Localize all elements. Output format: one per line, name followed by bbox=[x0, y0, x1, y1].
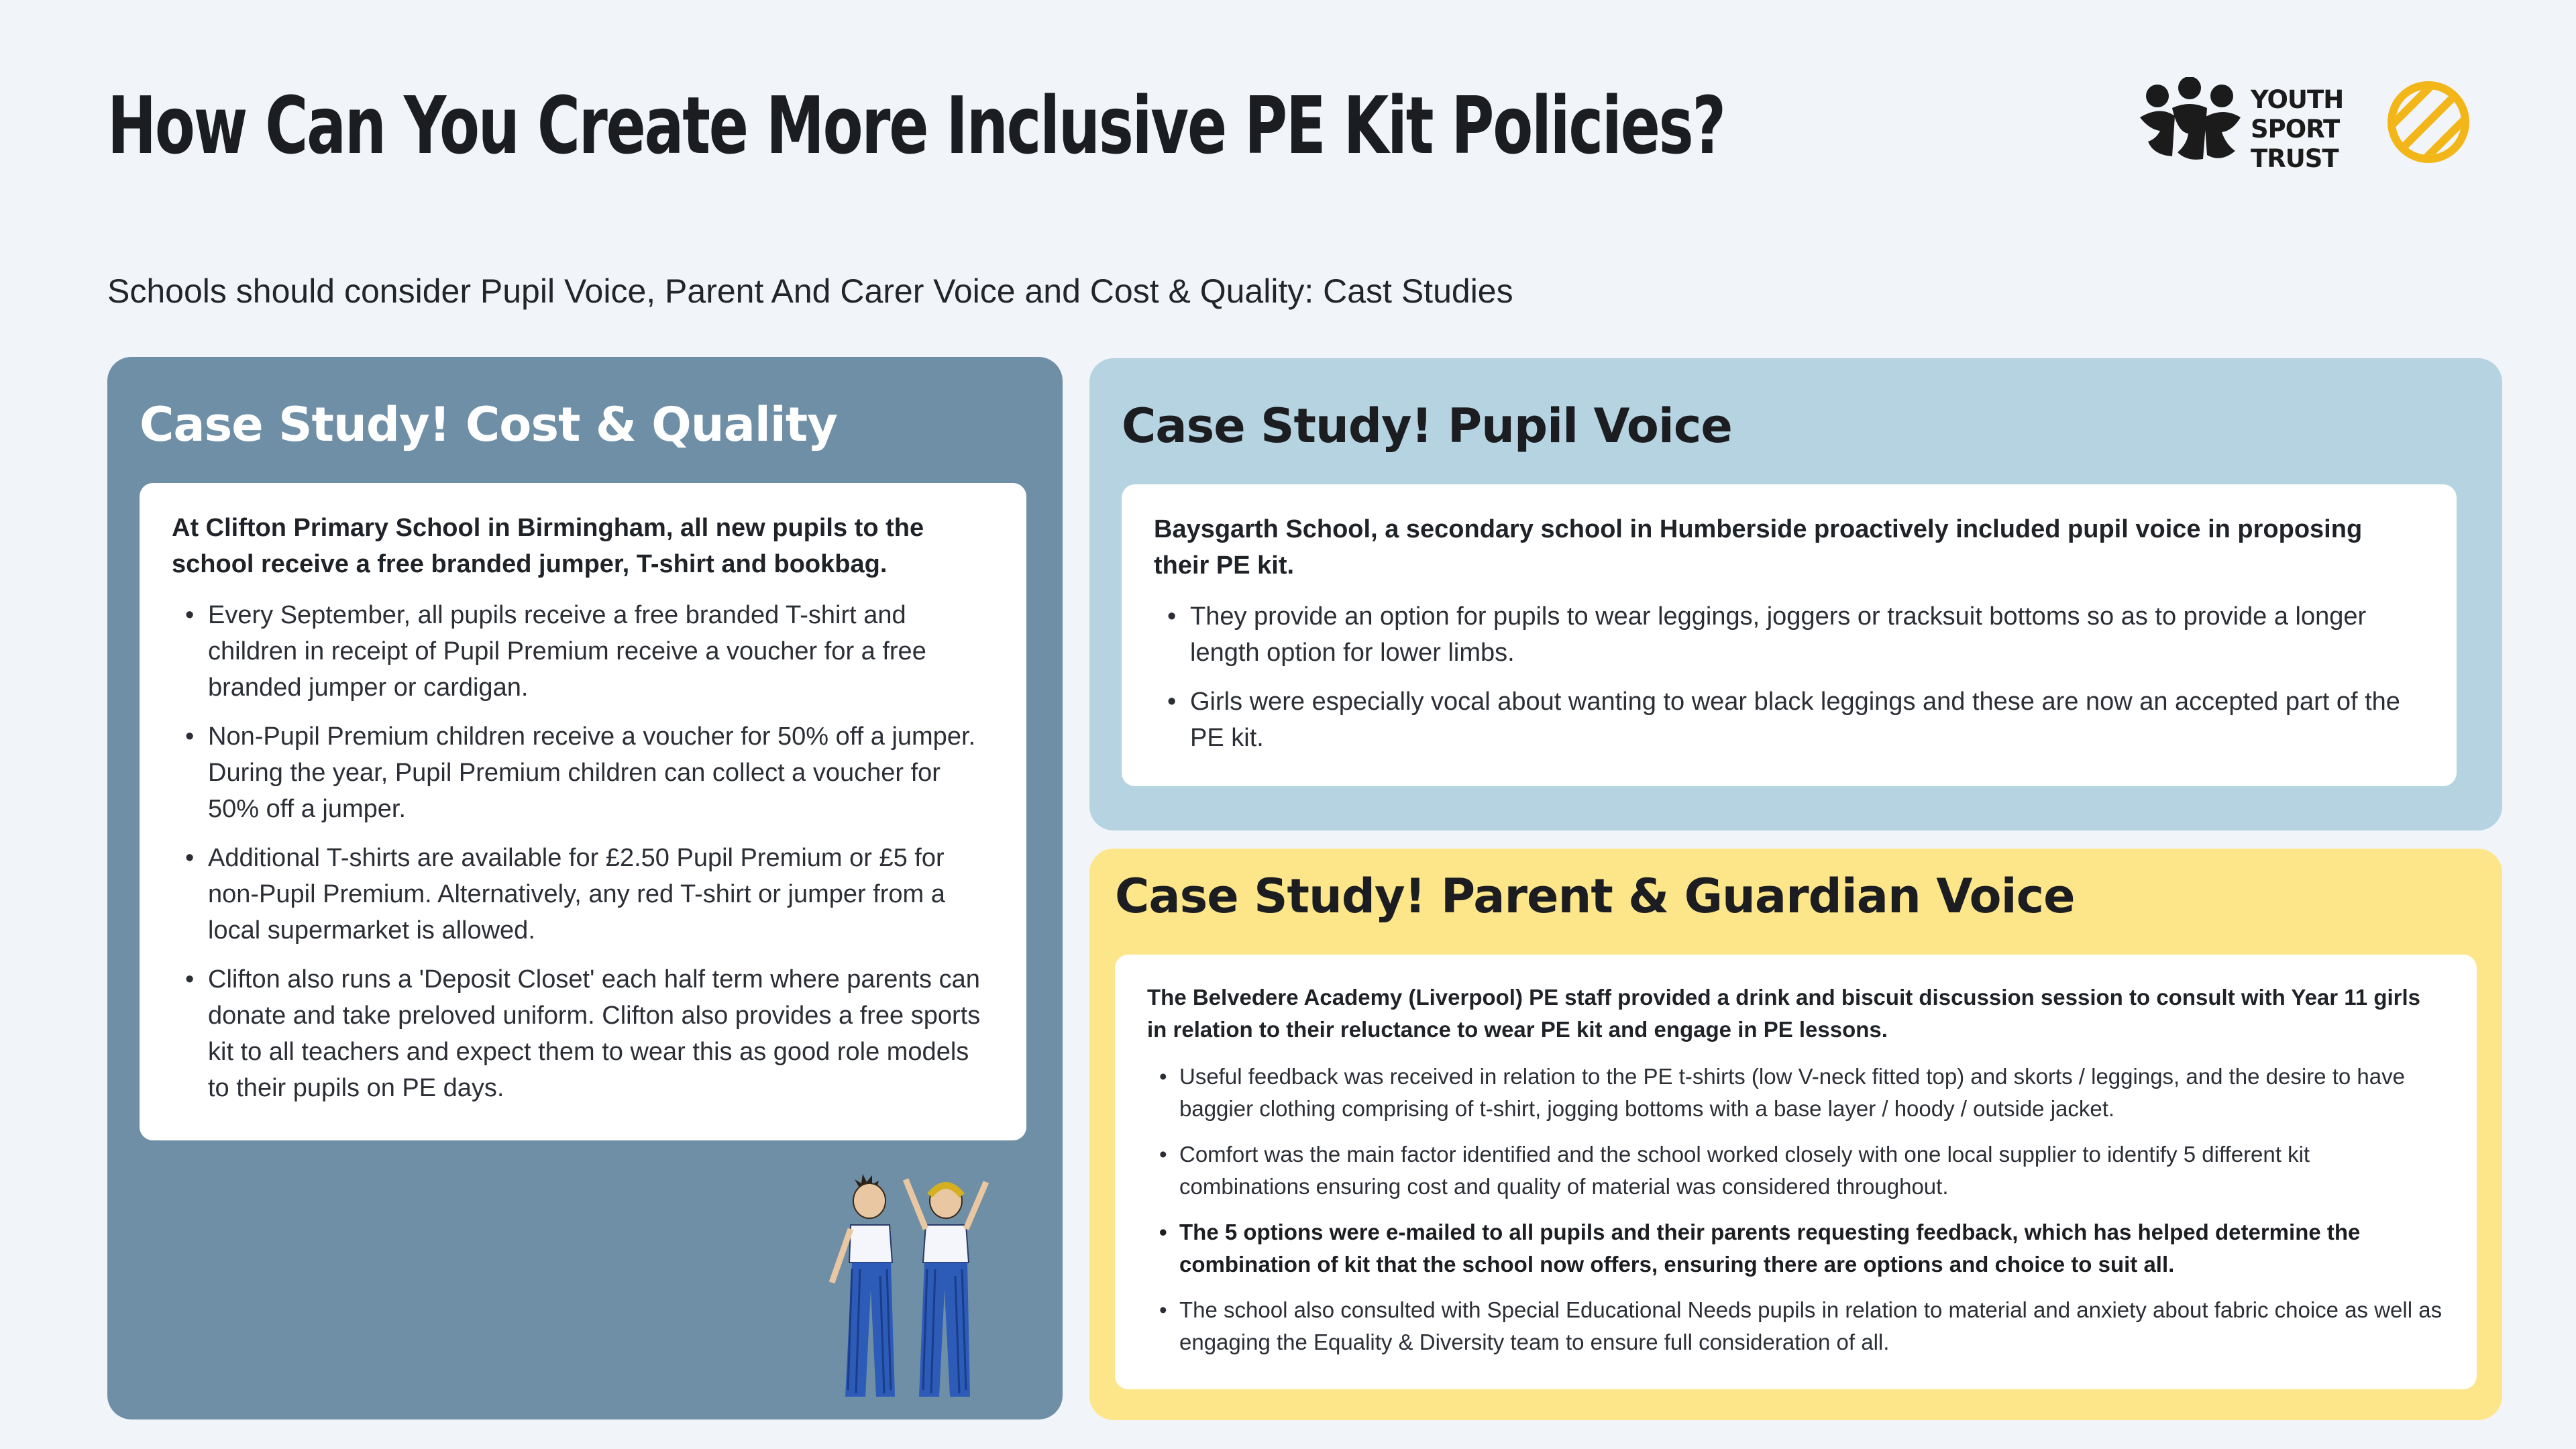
list-item: • Comfort was the main factor identified and the school worked closely with one local supplier to identify 5 different kit combinations ensuring cost and quality of material was considered throughout. bbox=[1147, 1138, 2443, 1203]
logo-line-trust: TRUST bbox=[2251, 144, 2339, 173]
list-item: • The 5 options were e-mailed to all pupils and their parents requesting feedback, which has helped determine the combination of kit that the school now offers, ensuring there are options and choice to suit all. bbox=[1147, 1216, 2443, 1281]
parent-guardian-voice-panel bbox=[1089, 849, 2502, 1420]
pupil-voice-heading: Case Study! Pupil Voice bbox=[1122, 398, 1732, 453]
youth-sport-trust-figures-icon bbox=[2133, 77, 2247, 168]
list-item: • The school also consulted with Special Educational Needs pupils in relation to material and anxiety about fabric choice as well as engaging the Equality & Diversity team to ensure full consideration of all. bbox=[1147, 1294, 2443, 1358]
list-item: • Girls were especially vocal about wanting to wear black leggings and these are now an accepted part of the PE kit. bbox=[1154, 684, 2423, 756]
cost-quality-lead: At Clifton Primary School in Birmingham, all new pupils to the school receive a free branded jumper, T-shirt and bookbag. bbox=[172, 514, 924, 578]
parent-guardian-voice-lead: The Belvedere Academy (Liverpool) PE staff provided a drink and biscuit discussion session to consult with Year 11 girls in relation to their reluctance to wear PE kit and engage in PE lessons. bbox=[1147, 985, 2421, 1042]
list-item: • They provide an option for pupils to wear leggings, joggers or tracksuit bottoms so as to provide a longer length option for lower limbs. bbox=[1154, 598, 2423, 671]
youth-sport-trust-logo bbox=[2133, 77, 2344, 173]
list-item: • Clifton also runs a 'Deposit Closet' each half term where parents can donate and take preloved uniform. Clifton also provides a free sports kit to all teachers and expect them to wear this as good role models to their pupils on PE days. bbox=[172, 961, 993, 1106]
list-item: • Non-Pupil Premium children receive a voucher for 50% off a jumper. During the year, Pupil Premium children can collect a voucher for 50% off a jumper. bbox=[172, 718, 993, 827]
parent-guardian-voice-list bbox=[1147, 1061, 2443, 1358]
cost-quality-list bbox=[172, 597, 993, 1106]
pupil-voice-list bbox=[1154, 598, 2423, 756]
page-title: How Can You Create More Inclusive PE Kit Policies? bbox=[107, 79, 1725, 172]
page-subtitle: Schools should consider Pupil Voice, Parent And Carer Voice and Cost & Quality: Cast Studies bbox=[107, 272, 1513, 310]
logo-line-sport: SPORT bbox=[2251, 115, 2340, 144]
pupil-voice-card bbox=[1122, 484, 2457, 786]
cost-quality-card bbox=[140, 483, 1026, 1140]
parent-guardian-voice-heading: Case Study! Parent & Guardian Voice bbox=[1115, 869, 2075, 924]
pupil-voice-panel bbox=[1089, 358, 2502, 830]
children-drawing-illustration bbox=[818, 1169, 1000, 1410]
list-item: • Useful feedback was received in relation to the PE t-shirts (low V-neck fitted top) and skorts / leggings, and the desire to have baggier clothing comprising of t-shirt, jogging bottoms with a base layer / hoody / outside jacket. bbox=[1147, 1061, 2443, 1125]
striped-circle-logo-icon bbox=[2387, 80, 2470, 164]
list-item: • Every September, all pupils receive a free branded T-shirt and children in receipt of Pupil Premium receive a voucher for a free branded jumper or cardigan. bbox=[172, 597, 993, 706]
cost-quality-panel bbox=[107, 357, 1063, 1419]
pupil-voice-lead: Baysgarth School, a secondary school in Humberside proactively included pupil voice in proposing their PE kit. bbox=[1154, 515, 2363, 580]
parent-guardian-voice-card bbox=[1115, 955, 2477, 1389]
cost-quality-heading: Case Study! Cost & Quality bbox=[140, 397, 837, 452]
logo-line-youth: YOUTH bbox=[2251, 85, 2344, 114]
list-item: • Additional T-shirts are available for £2.50 Pupil Premium or £5 for non-Pupil Premium. Alternatively, any red T-shirt or jumper from a local supermarket is allowed. bbox=[172, 840, 993, 949]
